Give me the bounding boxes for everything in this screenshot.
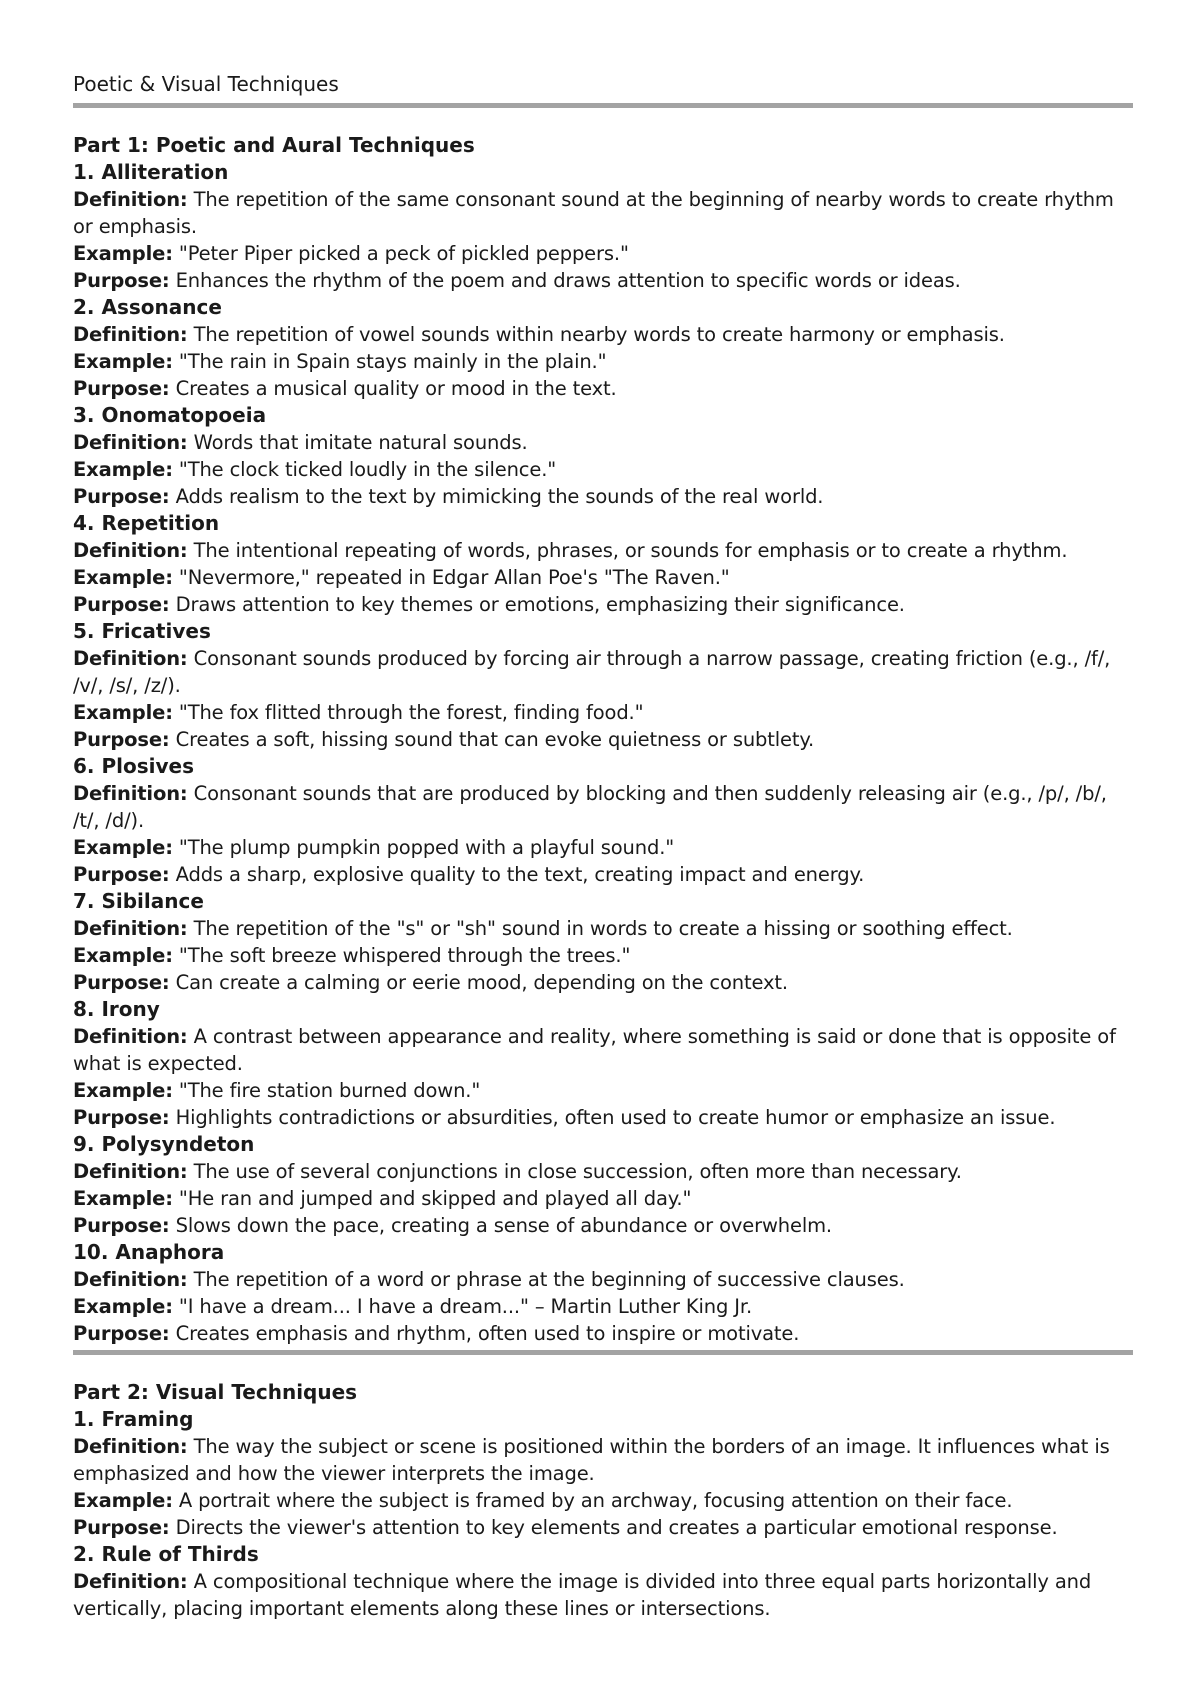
technique-example <box>73 834 1133 861</box>
technique-purpose <box>73 969 1133 996</box>
definition-label: Definition: <box>73 917 188 940</box>
technique-item <box>73 294 1133 402</box>
definition-label: Definition: <box>73 647 188 670</box>
purpose-text: Directs the viewer's attention to key elements and creates a particular emotional response. <box>169 1516 1058 1539</box>
definition-label: Definition: <box>73 1025 188 1048</box>
technique-example <box>73 1185 1133 1212</box>
technique-title: 2. Rule of Thirds <box>73 1542 259 1566</box>
definition-text: A compositional technique where the image is divided into three equal parts horizontally and vertically, placing important elements along these lines or intersections. <box>73 1570 1092 1620</box>
technique-definition <box>73 915 1133 942</box>
example-label: Example: <box>73 701 173 724</box>
part-title: Part 1: Poetic and Aural Techniques <box>73 133 475 157</box>
definition-label: Definition: <box>73 539 188 562</box>
definition-label: Definition: <box>73 1160 188 1183</box>
technique-item <box>73 1131 1133 1239</box>
technique-purpose <box>73 1514 1133 1541</box>
technique-definition <box>73 1023 1133 1077</box>
purpose-label: Purpose: <box>73 593 170 616</box>
purpose-label: Purpose: <box>73 1106 170 1129</box>
technique-example <box>73 1487 1133 1514</box>
technique-purpose <box>73 861 1133 888</box>
document-body <box>73 132 1133 1622</box>
technique-item <box>73 510 1133 618</box>
definition-text: The repetition of the same consonant sound at the beginning of nearby words to create rhythm or emphasis. <box>73 188 1114 238</box>
example-label: Example: <box>73 836 173 859</box>
technique-example <box>73 456 1133 483</box>
definition-label: Definition: <box>73 1435 188 1458</box>
technique-title: 1. Alliteration <box>73 160 229 184</box>
technique-example <box>73 1077 1133 1104</box>
technique-purpose <box>73 375 1133 402</box>
example-label: Example: <box>73 566 173 589</box>
example-label: Example: <box>73 1187 173 1210</box>
purpose-text: Highlights contradictions or absurdities, often used to create humor or emphasize an issue. <box>169 1106 1056 1129</box>
technique-item <box>73 159 1133 294</box>
definition-text: The intentional repeating of words, phrases, or sounds for emphasis or to create a rhythm. <box>187 539 1068 562</box>
definition-label: Definition: <box>73 188 188 211</box>
technique-definition <box>73 1266 1133 1293</box>
example-text: "The rain in Spain stays mainly in the plain." <box>172 350 607 373</box>
definition-text: The repetition of a word or phrase at the beginning of successive clauses. <box>187 1268 905 1291</box>
example-text: "He ran and jumped and skipped and played all day." <box>172 1187 692 1210</box>
definition-label: Definition: <box>73 323 188 346</box>
technique-item <box>73 888 1133 996</box>
technique-definition <box>73 1568 1133 1622</box>
technique-item <box>73 1406 1133 1541</box>
definition-text: The repetition of vowel sounds within nearby words to create harmony or emphasis. <box>187 323 1005 346</box>
purpose-text: Creates a musical quality or mood in the text. <box>169 377 617 400</box>
example-label: Example: <box>73 458 173 481</box>
technique-title: 1. Framing <box>73 1407 194 1431</box>
purpose-label: Purpose: <box>73 971 170 994</box>
technique-item <box>73 1541 1133 1622</box>
technique-definition <box>73 429 1133 456</box>
technique-title: 2. Assonance <box>73 295 222 319</box>
example-text: A portrait where the subject is framed by an archway, focusing attention on their face. <box>172 1489 1013 1512</box>
part-section <box>73 1379 1133 1622</box>
technique-title: 9. Polysyndeton <box>73 1132 255 1156</box>
purpose-text: Enhances the rhythm of the poem and draws attention to specific words or ideas. <box>169 269 961 292</box>
technique-purpose <box>73 483 1133 510</box>
example-text: "The soft breeze whispered through the trees." <box>172 944 631 967</box>
title-divider <box>73 103 1133 108</box>
technique-example <box>73 699 1133 726</box>
example-text: "Peter Piper picked a peck of pickled peppers." <box>172 242 629 265</box>
technique-title: 4. Repetition <box>73 511 220 535</box>
technique-item <box>73 402 1133 510</box>
purpose-text: Can create a calming or eerie mood, depending on the context. <box>169 971 788 994</box>
definition-label: Definition: <box>73 1268 188 1291</box>
document-title: Poetic & Visual Techniques <box>73 72 339 96</box>
technique-definition <box>73 537 1133 564</box>
purpose-text: Draws attention to key themes or emotions, emphasizing their significance. <box>169 593 905 616</box>
definition-label: Definition: <box>73 431 188 454</box>
purpose-label: Purpose: <box>73 1322 170 1345</box>
part-title: Part 2: Visual Techniques <box>73 1380 358 1404</box>
technique-title: 5. Fricatives <box>73 619 211 643</box>
technique-definition <box>73 780 1133 834</box>
example-text: "The clock ticked loudly in the silence." <box>172 458 557 481</box>
definition-text: The repetition of the "s" or "sh" sound in words to create a hissing or soothing effect. <box>187 917 1013 940</box>
technique-purpose <box>73 591 1133 618</box>
technique-example <box>73 564 1133 591</box>
example-text: "The fire station burned down." <box>172 1079 481 1102</box>
technique-title: 3. Onomatopoeia <box>73 403 267 427</box>
section-divider <box>73 1350 1133 1355</box>
technique-definition <box>73 1158 1133 1185</box>
definition-label: Definition: <box>73 1570 188 1593</box>
example-text: "The fox flitted through the forest, finding food." <box>172 701 644 724</box>
definition-text: Consonant sounds produced by forcing air through a narrow passage, creating friction (e.g., /f/, /v/, /s/, /z/). <box>73 647 1111 697</box>
technique-title: 8. Irony <box>73 997 160 1021</box>
technique-example <box>73 942 1133 969</box>
technique-title: 7. Sibilance <box>73 889 204 913</box>
technique-item <box>73 618 1133 753</box>
technique-purpose <box>73 1104 1133 1131</box>
technique-example <box>73 348 1133 375</box>
example-label: Example: <box>73 1489 173 1512</box>
example-label: Example: <box>73 1295 173 1318</box>
technique-purpose <box>73 267 1133 294</box>
technique-example <box>73 1293 1133 1320</box>
example-text: "I have a dream... I have a dream..." – Martin Luther King Jr. <box>172 1295 752 1318</box>
purpose-label: Purpose: <box>73 485 170 508</box>
document-page <box>73 70 1133 1622</box>
example-text: "Nevermore," repeated in Edgar Allan Poe's "The Raven." <box>172 566 730 589</box>
technique-purpose <box>73 1320 1133 1347</box>
purpose-text: Slows down the pace, creating a sense of abundance or overwhelm. <box>169 1214 832 1237</box>
example-label: Example: <box>73 944 173 967</box>
definition-text: The use of several conjunctions in close succession, often more than necessary. <box>187 1160 962 1183</box>
example-label: Example: <box>73 242 173 265</box>
technique-title: 10. Anaphora <box>73 1240 225 1264</box>
part-section <box>73 132 1133 1347</box>
definition-text: Consonant sounds that are produced by blocking and then suddenly releasing air (e.g., /p/, /b/, /t/, /d/). <box>73 782 1107 832</box>
purpose-text: Adds a sharp, explosive quality to the text, creating impact and energy. <box>169 863 865 886</box>
definition-label: Definition: <box>73 782 188 805</box>
purpose-label: Purpose: <box>73 269 170 292</box>
technique-definition <box>73 645 1133 699</box>
purpose-label: Purpose: <box>73 863 170 886</box>
definition-text: The way the subject or scene is positioned within the borders of an image. It influences what is emphasized and how the viewer interprets the image. <box>73 1435 1110 1485</box>
technique-item <box>73 1239 1133 1347</box>
technique-definition <box>73 1433 1133 1487</box>
definition-text: A contrast between appearance and reality, where something is said or done that is opposite of what is expected. <box>73 1025 1116 1075</box>
technique-title: 6. Plosives <box>73 754 194 778</box>
technique-purpose <box>73 1212 1133 1239</box>
definition-text: Words that imitate natural sounds. <box>187 431 528 454</box>
purpose-label: Purpose: <box>73 1516 170 1539</box>
purpose-text: Adds realism to the text by mimicking the sounds of the real world. <box>169 485 824 508</box>
purpose-text: Creates a soft, hissing sound that can evoke quietness or subtlety. <box>169 728 815 751</box>
purpose-label: Purpose: <box>73 377 170 400</box>
technique-example <box>73 240 1133 267</box>
purpose-text: Creates emphasis and rhythm, often used to inspire or motivate. <box>169 1322 800 1345</box>
example-label: Example: <box>73 1079 173 1102</box>
technique-definition <box>73 321 1133 348</box>
technique-purpose <box>73 726 1133 753</box>
purpose-label: Purpose: <box>73 1214 170 1237</box>
purpose-label: Purpose: <box>73 728 170 751</box>
technique-definition <box>73 186 1133 240</box>
example-text: "The plump pumpkin popped with a playful sound." <box>172 836 675 859</box>
technique-item <box>73 753 1133 888</box>
technique-item <box>73 996 1133 1131</box>
example-label: Example: <box>73 350 173 373</box>
